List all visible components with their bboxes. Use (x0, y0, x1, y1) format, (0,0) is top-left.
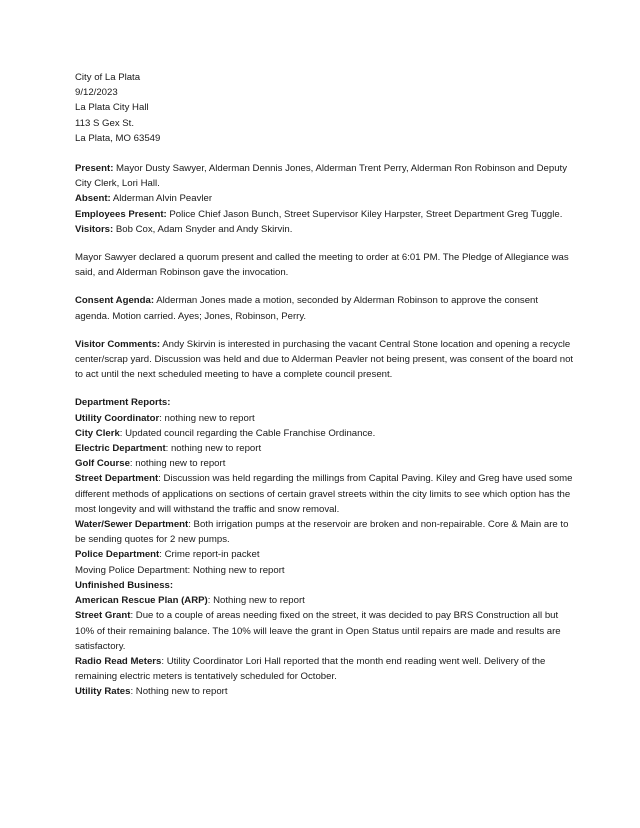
report-label: Street Department (75, 473, 159, 485)
present-line (75, 161, 575, 191)
report-item (75, 411, 575, 426)
business-text: : Due to a couple of areas needing fixed on the street, it was decided to pay BRS Construction all but 10% of their remaining balance. The 10% will leave the grant in Open Status until repairs are made and results are satisfactory. (75, 610, 561, 652)
department-reports-heading: Department Reports: (75, 397, 171, 409)
report-label: City Clerk (75, 427, 120, 439)
venue-street: 113 S Gex St. (75, 117, 135, 129)
report-label: Water/Sewer Department (75, 519, 189, 531)
report-text: : Updated council regarding the Cable Franchise Ordinance. (119, 427, 376, 439)
business-label: Utility Rates (75, 686, 131, 698)
consent-label: Consent Agenda: (75, 295, 155, 307)
absent-line (75, 191, 575, 206)
visitors-line (75, 222, 575, 237)
venue-name: La Plata City Hall (75, 102, 149, 114)
report-item (75, 517, 575, 547)
report-item (75, 547, 575, 562)
report-text: : nothing new to report (129, 458, 226, 470)
report-label: Golf Course (75, 458, 130, 470)
report-label: Police Department (75, 549, 160, 561)
letterhead (75, 70, 575, 146)
absent-text: Alderman Alvin Peavler (110, 193, 213, 205)
business-text: : Nothing new to report (130, 686, 228, 698)
present-label: Present: (75, 163, 114, 175)
business-text: : Utility Coordinator Lori Hall reported that the month end reading went well. Delivery of the remaining electric meters is tentatively scheduled for October. (75, 655, 546, 683)
employees-text: Police Chief Jason Bunch, Street Supervisor Kiley Harpster, Street Department Greg Tuggle. (166, 208, 563, 220)
report-item (75, 441, 575, 456)
org-name: City of La Plata (75, 72, 141, 83)
visitor-comments-label: Visitor Comments: (75, 338, 161, 350)
absent-label: Absent: (75, 193, 111, 205)
business-item (75, 684, 575, 699)
report-item (75, 471, 575, 517)
minutes-document (75, 70, 575, 700)
employees-label: Employees Present: (75, 208, 167, 220)
visitors-text: Bob Cox, Adam Snyder and Andy Skirvin. (113, 223, 293, 235)
report-item (75, 456, 575, 471)
report-text: : nothing new to report (165, 443, 262, 455)
visitor-comments (75, 337, 575, 383)
business-label: Radio Read Meters (75, 655, 162, 667)
opening-paragraph: Mayor Sawyer declared a quorum present and called the meeting to order at 6:01 PM. The Pledge of Allegiance was said, and Alderman Robinson gave the invocation. (75, 252, 569, 279)
consent-text: Alderman Jones made a motion, seconded by Alderman Robinson to approve the consent agenda. Motion carried. Ayes; Jones, Robinson, Perry. (75, 295, 539, 322)
venue-city: La Plata, MO 63549 (75, 132, 161, 144)
moving-police-line: Moving Police Department: Nothing new to report (75, 564, 285, 576)
department-reports (75, 395, 575, 577)
report-label: Utility Coordinator (75, 412, 160, 424)
visitors-label: Visitors: (75, 223, 114, 235)
meeting-date: 9/12/2023 (75, 87, 118, 99)
consent-agenda (75, 293, 575, 323)
business-item (75, 654, 575, 684)
business-item (75, 608, 575, 654)
report-text: : nothing new to report (159, 412, 255, 424)
visitor-comments-text: Andy Skirvin is interested in purchasing the vacant Central Stone location and opening a recycle center/scrap yard. Discussion was held and due to Alderman Peavler not being present, was consent of the board not to act until the next scheduled meeting to have a complete council present. (75, 338, 574, 381)
employees-line (75, 207, 575, 222)
unfinished-business (75, 578, 575, 700)
report-label: Electric Department (75, 443, 166, 455)
report-text: : Discussion was held regarding the millings from Capital Paving. Kiley and Greg have used some different methods of applications on sections of certain gravel streets within the city limits to see which option has the most longevity and will withstand the traffic and snow removal. (75, 473, 573, 515)
business-item (75, 593, 575, 608)
business-label: Street Grant (75, 610, 131, 622)
present-text: Mayor Dusty Sawyer, Alderman Dennis Jones, Alderman Trent Perry, Alderman Ron Robinson and Deputy City Clerk, Lori Hall. (75, 163, 568, 190)
attendance-section (75, 161, 575, 237)
business-label: American Rescue Plan (ARP) (75, 595, 208, 607)
business-text: : Nothing new to report (207, 595, 305, 607)
report-item (75, 426, 575, 441)
report-text: : Crime report-in packet (159, 549, 260, 561)
unfinished-business-heading: Unfinished Business: (75, 579, 174, 591)
report-text: : Both irrigation pumps at the reservoir are broken and non-repairable. Core & Main are to be sending quotes for 2 new pumps. (75, 519, 569, 546)
